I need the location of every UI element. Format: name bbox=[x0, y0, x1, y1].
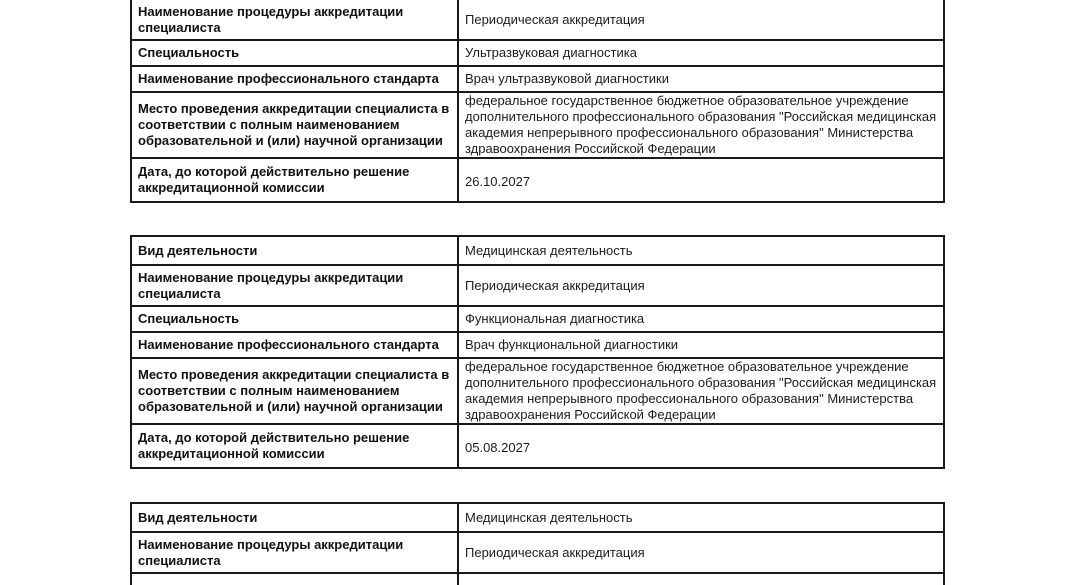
valid-until-value: 26.10.2027 bbox=[458, 158, 944, 202]
next-row-label bbox=[131, 573, 458, 585]
specialty-value: Функциональная диагностика bbox=[458, 306, 944, 332]
table-row bbox=[131, 265, 944, 306]
table-row bbox=[131, 332, 944, 358]
accreditation-table-2 bbox=[130, 235, 945, 469]
table-row bbox=[131, 0, 944, 40]
place-label: Место проведения аккредитации специалиста в соответствии с полным наименованием образовательной и (или) научной организации bbox=[131, 92, 458, 158]
table-row bbox=[131, 92, 944, 158]
standard-value: Врач ультразвуковой диагностики bbox=[458, 66, 944, 92]
procedure-label: Наименование процедуры аккредитации специалиста bbox=[131, 265, 458, 306]
valid-until-label: Дата, до которой действительно решение аккредитационной комиссии bbox=[131, 158, 458, 202]
standard-label: Наименование профессионального стандарта bbox=[131, 66, 458, 92]
activity-label: Вид деятельности bbox=[131, 503, 458, 532]
specialty-value: Ультразвуковая диагностика bbox=[458, 40, 944, 66]
specialty-label: Специальность bbox=[131, 306, 458, 332]
activity-label: Вид деятельности bbox=[131, 236, 458, 265]
procedure-label: Наименование процедуры аккредитации специалиста bbox=[131, 532, 458, 573]
specialty-label: Специальность bbox=[131, 40, 458, 66]
place-value: федеральное государственное бюджетное образовательное учреждение дополнительного профессионального образования "Российская медицинская академия непрерывного профессионального образования" Министерства здравоохранения Российской Федерации bbox=[458, 358, 944, 424]
accreditation-table-3 bbox=[130, 502, 945, 585]
activity-value: Медицинская деятельность bbox=[458, 236, 944, 265]
valid-until-label: Дата, до которой действительно решение аккредитационной комиссии bbox=[131, 424, 458, 468]
place-label: Место проведения аккредитации специалиста в соответствии с полным наименованием образовательной и (или) научной организации bbox=[131, 358, 458, 424]
table-row bbox=[131, 424, 944, 468]
place-value: федеральное государственное бюджетное образовательное учреждение дополнительного профессионального образования "Российская медицинская академия непрерывного профессионального образования" Министерства здравоохранения Российской Федерации bbox=[458, 92, 944, 158]
standard-label: Наименование профессионального стандарта bbox=[131, 332, 458, 358]
table-row bbox=[131, 503, 944, 532]
valid-until-value: 05.08.2027 bbox=[458, 424, 944, 468]
accreditation-table-1 bbox=[130, 0, 945, 203]
table-row bbox=[131, 532, 944, 573]
table-row bbox=[131, 66, 944, 92]
table-row bbox=[131, 158, 944, 202]
procedure-value: Периодическая аккредитация bbox=[458, 532, 944, 573]
procedure-value: Периодическая аккредитация bbox=[458, 0, 944, 40]
table-row bbox=[131, 573, 944, 585]
procedure-label: Наименование процедуры аккредитации специалиста bbox=[131, 0, 458, 40]
table-row bbox=[131, 358, 944, 424]
activity-value: Медицинская деятельность bbox=[458, 503, 944, 532]
standard-value: Врач функциональной диагностики bbox=[458, 332, 944, 358]
next-row-value bbox=[458, 573, 944, 585]
table-row bbox=[131, 306, 944, 332]
table-row bbox=[131, 40, 944, 66]
table-row bbox=[131, 236, 944, 265]
procedure-value: Периодическая аккредитация bbox=[458, 265, 944, 306]
